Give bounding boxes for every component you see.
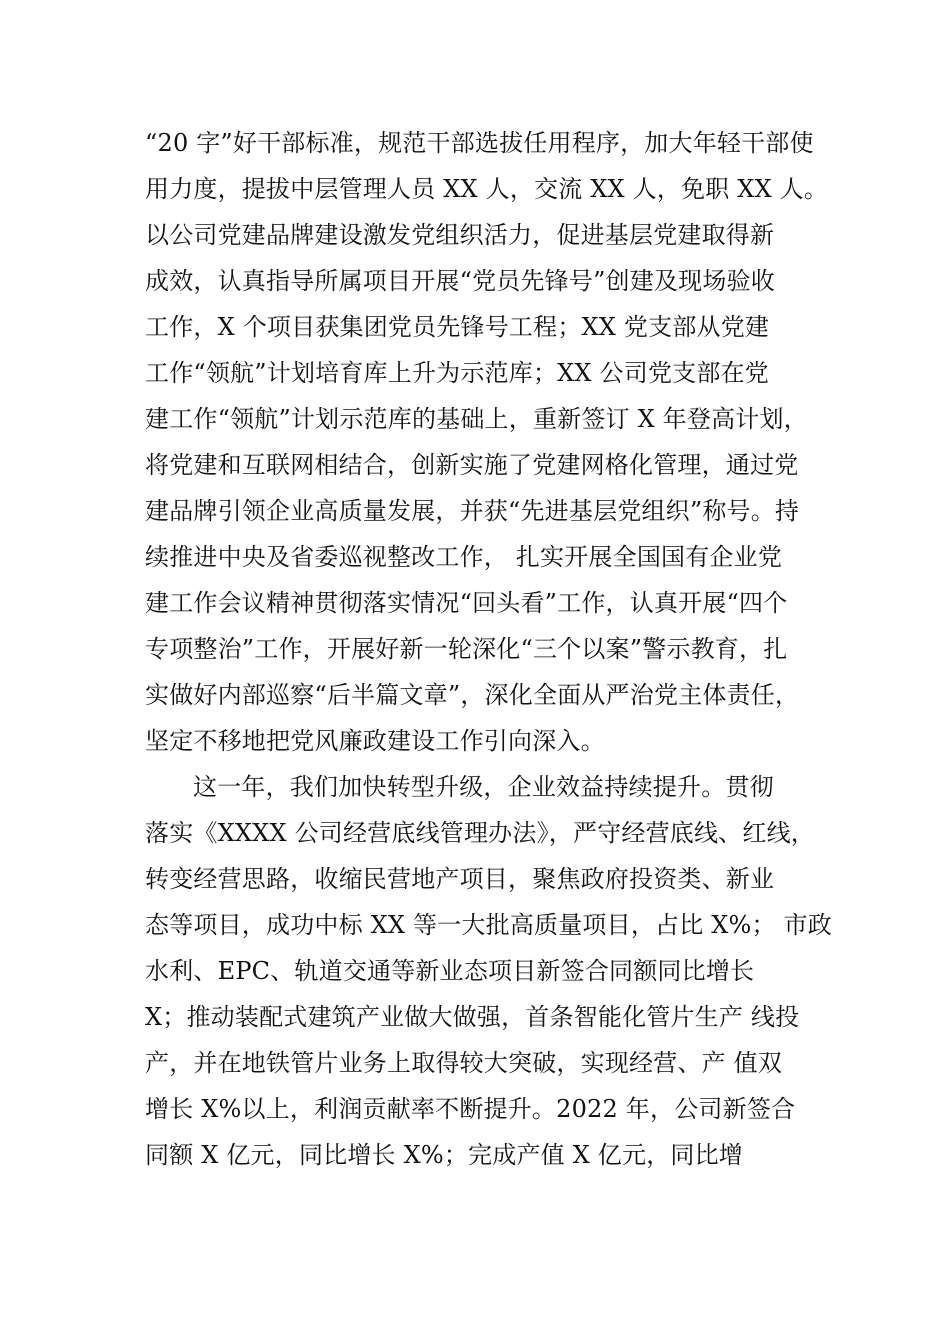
text-line: 成效，认真指导所属项目开展“党员先锋号”创建及现场验收	[145, 267, 775, 295]
text-line: 建品牌引领企业高质量发展，并获“先进基层党组织”称号。持	[145, 497, 800, 525]
text-line: 将党建和互联网相结合，创新实施了党建网格化管理，通过党	[145, 451, 799, 479]
text-line: 水利、EPC、轨道交通等新业态项目新签合同额同比增长	[145, 957, 755, 985]
text-line: 增长 X%以上，利润贡献率不断提升。2022 年，公司新签合	[145, 1095, 796, 1123]
text-line: 落实《XXXX 公司经营底线管理办法》，严守经营底线、红线，	[145, 819, 815, 847]
text-line: 用力度，提拔中层管理人员 XX 人，交流 XX 人，免职 XX 人。	[145, 175, 829, 203]
text-line: 工作“领航”计划培育库上升为示范库；XX 公司党支部在党	[145, 359, 769, 387]
text-line: 态等项目，成功中标 XX 等一大批高质量项目，占比 X%； 市政	[145, 911, 832, 939]
text-line: 建工作会议精神贯彻落实情况“回头看”工作，认真开展“四个	[145, 589, 788, 617]
paragraph-first-line: 这一年，我们加快转型升级，企业效益持续提升。贯彻	[193, 773, 774, 801]
text-line: X；推动装配式建筑产业做大做强，首条智能化管片生产 线投	[145, 1003, 800, 1031]
text-line: 转变经营思路，收缩民营地产项目，聚焦政府投资类、新业	[145, 865, 775, 893]
text-line: 同额 X 亿元，同比增长 X%；完成产值 X 亿元，同比增	[145, 1141, 744, 1169]
text-line: 坚定不移地把党风廉政建设工作引向深入。	[145, 727, 605, 755]
text-line: 专项整治”工作，开展好新一轮深化“三个以案”警示教育，扎	[145, 635, 788, 663]
text-line: 实做好内部巡察“后半篇文章”，深化全面从严治党主体责任，	[145, 681, 800, 709]
text-line: 工作，X 个项目获集团党员先锋号工程；XX 党支部从党建	[145, 313, 770, 341]
text-line: 以公司党建品牌建设激发党组织活力，促进基层党建取得新	[145, 221, 775, 249]
text-line: “20 字”好干部标准，规范干部选拔任用程序，加大年轻干部使	[145, 129, 814, 157]
text-line: 产，并在地铁管片业务上取得较大突破，实现经营、产 值双	[145, 1049, 783, 1077]
text-line: 建工作“领航”计划示范库的基础上，重新签订 X 年登高计划，	[145, 405, 808, 433]
text-line: 续推进中央及省委巡视整改工作， 扎实开展全国国有企业党	[145, 543, 783, 571]
